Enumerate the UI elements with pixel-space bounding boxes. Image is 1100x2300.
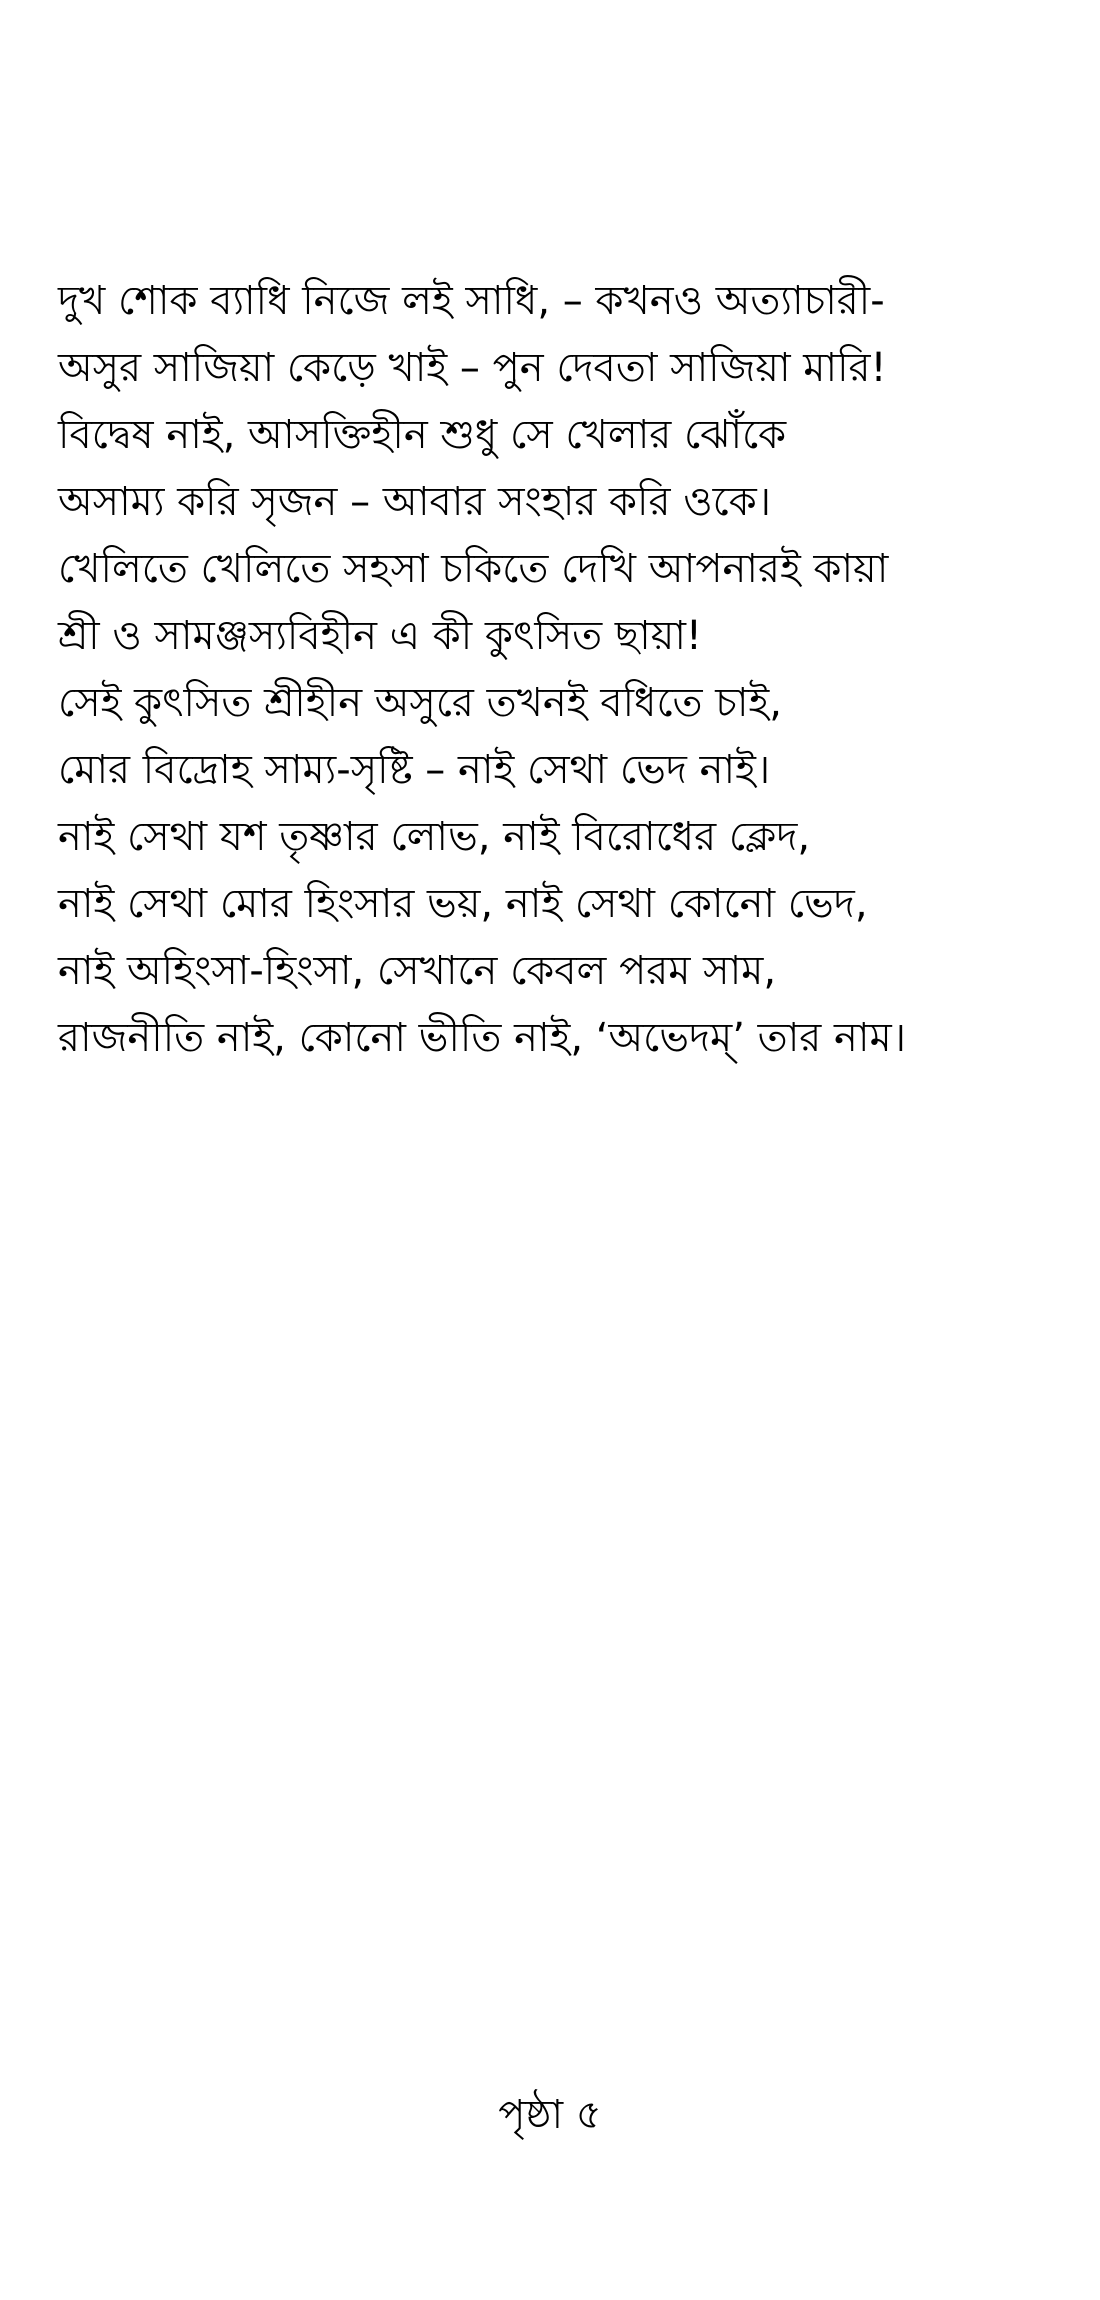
poem-line: বিদ্বেষ নাই, আসক্তিহীন শুধু সে খেলার ঝোঁকে bbox=[58, 412, 787, 458]
poem-stanza bbox=[58, 268, 1058, 1072]
poem-line: অসাম্য করি সৃজন – আবার সংহার করি ওকে। bbox=[58, 479, 772, 525]
poem-line: দুখ শোক ব্যাধি নিজে লই সাধি, – কখনও অত্যাচারী- bbox=[58, 278, 885, 324]
poem-line: নাই সেথা যশ তৃষ্ণার লোভ, নাই বিরোধের ক্লেদ, bbox=[58, 814, 811, 860]
poem-line: নাই অহিংসা-হিংসা, সেখানে কেবল পরম সাম, bbox=[58, 948, 777, 994]
poem-line: সেই কুৎসিত শ্রীহীন অসুরে তখনই বধিতে চাই, bbox=[58, 680, 782, 726]
poem-line: অসুর সাজিয়া কেড়ে খাই – পুন দেবতা সাজিয়া মারি! bbox=[58, 345, 887, 391]
poem-line: মোর বিদ্রোহ সাম্য-সৃষ্টি – নাই সেথা ভেদ নাই। bbox=[58, 747, 771, 793]
poem-line: খেলিতে খেলিতে সহসা চকিতে দেখি আপনারই কায়া bbox=[58, 546, 889, 592]
page-number: পৃষ্ঠা ৫ bbox=[498, 2092, 602, 2138]
poem-line: শ্রী ও সামঞ্জস্যবিহীন এ কী কুৎসিত ছায়া! bbox=[58, 613, 702, 659]
poem-line: নাই সেথা মোর হিংসার ভয়, নাই সেথা কোনো ভেদ, bbox=[58, 881, 868, 927]
page-footer bbox=[0, 2085, 1100, 2145]
poem-line: রাজনীতি নাই, কোনো ভীতি নাই, ‘অভেদম্’ তার নাম। bbox=[58, 1015, 907, 1061]
